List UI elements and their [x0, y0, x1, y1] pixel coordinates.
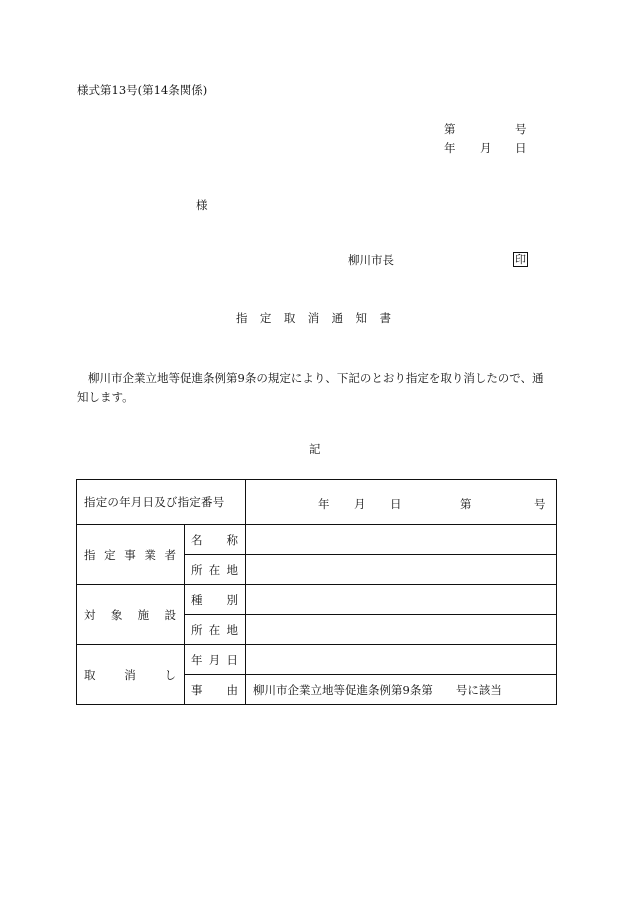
cancellation-cell: 取 消 し — [77, 645, 185, 705]
ki-mark: 記 — [309, 442, 321, 456]
target-facility-cell: 対 象 施 設 — [77, 585, 185, 645]
doc-date-year: 年 — [444, 141, 456, 155]
facility-type-value — [246, 585, 557, 615]
body-text: 柳川市企業立地等促進条例第9条の規定により、下記のとおり指定を取り消したので、通知します。 — [77, 371, 544, 404]
date-label-cell: 年 月 日 — [185, 645, 246, 675]
operator-name-value — [246, 525, 557, 555]
type-label-cell: 種 別 — [185, 585, 246, 615]
reason-value: 柳川市企業立地等促進条例第9条第 号に該当 — [253, 682, 502, 697]
facility-location-label-cell: 所 在 地 — [185, 615, 246, 645]
document-title: 指 定 取 消 通 知 書 — [236, 311, 391, 325]
table-row — [77, 645, 557, 675]
designation-header-cell: 指定の年月日及び指定番号 — [77, 480, 246, 525]
issuer: 柳川市長 — [348, 253, 394, 267]
table-row — [77, 480, 557, 525]
form-number: 様式第13号(第14条関係) — [77, 83, 208, 97]
addressee-suffix: 様 — [196, 198, 208, 212]
facility-location-value — [246, 615, 557, 645]
table-row — [77, 525, 557, 555]
doc-number-dai: 第 — [444, 122, 456, 136]
operator-location-value — [246, 555, 557, 585]
doc-date-day: 日 — [515, 141, 527, 155]
cancellation-date-value — [246, 645, 557, 675]
reason-label-cell: 事 由 — [185, 675, 246, 705]
seal-mark: 印 — [515, 253, 526, 266]
designation-date-cell: 年 月 日 第 号 — [246, 480, 557, 525]
name-label-cell: 名 称 — [185, 525, 246, 555]
doc-number-go: 号 — [515, 122, 527, 136]
cancellation-table — [76, 479, 557, 705]
operator-location-label-cell: 所 在 地 — [185, 555, 246, 585]
reason-value-cell — [246, 675, 557, 705]
business-operator-cell: 指 定 事 業 者 — [77, 525, 185, 585]
table-row — [77, 585, 557, 615]
doc-date-month: 月 — [480, 141, 492, 155]
